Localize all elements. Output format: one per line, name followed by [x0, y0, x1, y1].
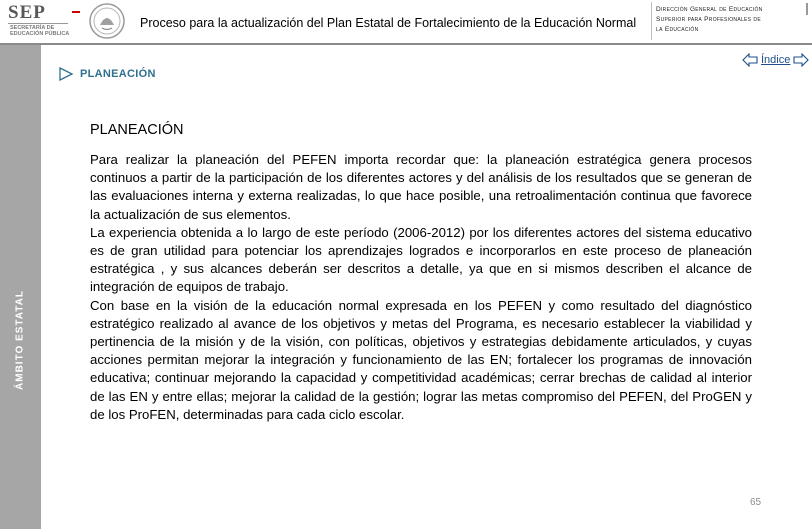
body-paragraph: Para realizar la planeación del PEFEN importa recordar que: la planeación estratégica genera procesos continuos a partir de la participación de los diferentes actores y del análisis de los resultados que se generan de las evaluaciones interna y externa realizadas, lo que hace posible, una retroalimentación continua que favorece la actualización de sus elementos. [90, 152, 752, 222]
institution-line: Superior para Profesionales de [656, 16, 761, 23]
sep-logo [4, 2, 76, 40]
index-link[interactable]: Índice [761, 54, 791, 66]
institution-line: la Educación [656, 26, 699, 33]
edge-mark [806, 3, 808, 15]
institution-name [656, 5, 806, 35]
page-number: 65 [750, 497, 762, 508]
logo-divider [8, 23, 68, 24]
breadcrumb-label: PLANEACIÓN [80, 68, 156, 80]
document-title: Proceso para la actualización del Plan Estatal de Fortalecimiento de la Educación Normal [140, 16, 637, 30]
main-content [90, 122, 752, 424]
national-seal-icon [88, 1, 126, 41]
triangle-right-icon [58, 67, 74, 81]
sep-logo-subtitle: SECRETARÍA DE EDUCACIÓN PÚBLICA [10, 25, 70, 37]
sidebar-label-wrap [2, 275, 38, 405]
header-rule [0, 43, 812, 45]
institution-line: Dirección General de Educación [656, 6, 763, 13]
body-paragraph: La experiencia obtenida a lo largo de este período (2006-2012) por los diferentes actores del sistema educativo es de gran utilidad para potenciar los aprendizajes logrados e incorporarlos en este proceso de planeación estratégica , y sus alcances deberán ser descritos a detalle, ya que en si mismos describen el alcance de integración de equipos de trabajo. [90, 224, 752, 295]
sidebar-label: ÁMBITO ESTATAL [14, 290, 26, 390]
logo-accent [72, 11, 80, 13]
body-paragraph: Con base en la visión de la educación normal expresada en los PEFEN y como resultado del diagnóstico estratégico realizado al avance de los objetivos y metas del Programa, es necesario establecer la viabilidad y pertinencia de la misión y de la visión, con políticas, objetivos y estrategias debidamente articulados, y cuyas acciones permitan mejorar la integración y funcionamiento de las EN; fortalecer los programas de innovación educativa; continuar mejorando la capacidad y competitividad académicas; cerrar brechas de calidad al interior de las EN y entre ellas; mejorar la calidad de la gestión; lograr las metas compromiso del PEFEN, del ProGEN y de los ProFEN, determinadas para cada ciclo escolar. [90, 297, 752, 422]
sep-logo-word: SEP [8, 2, 46, 23]
breadcrumb [58, 66, 156, 82]
header-divider [651, 2, 652, 40]
arrow-right-icon[interactable] [793, 53, 809, 67]
page-header [0, 0, 812, 44]
index-nav [742, 52, 809, 68]
arrow-left-icon[interactable] [742, 53, 758, 67]
sidebar [0, 45, 41, 529]
section-title: PLANEACIÓN [90, 122, 184, 138]
